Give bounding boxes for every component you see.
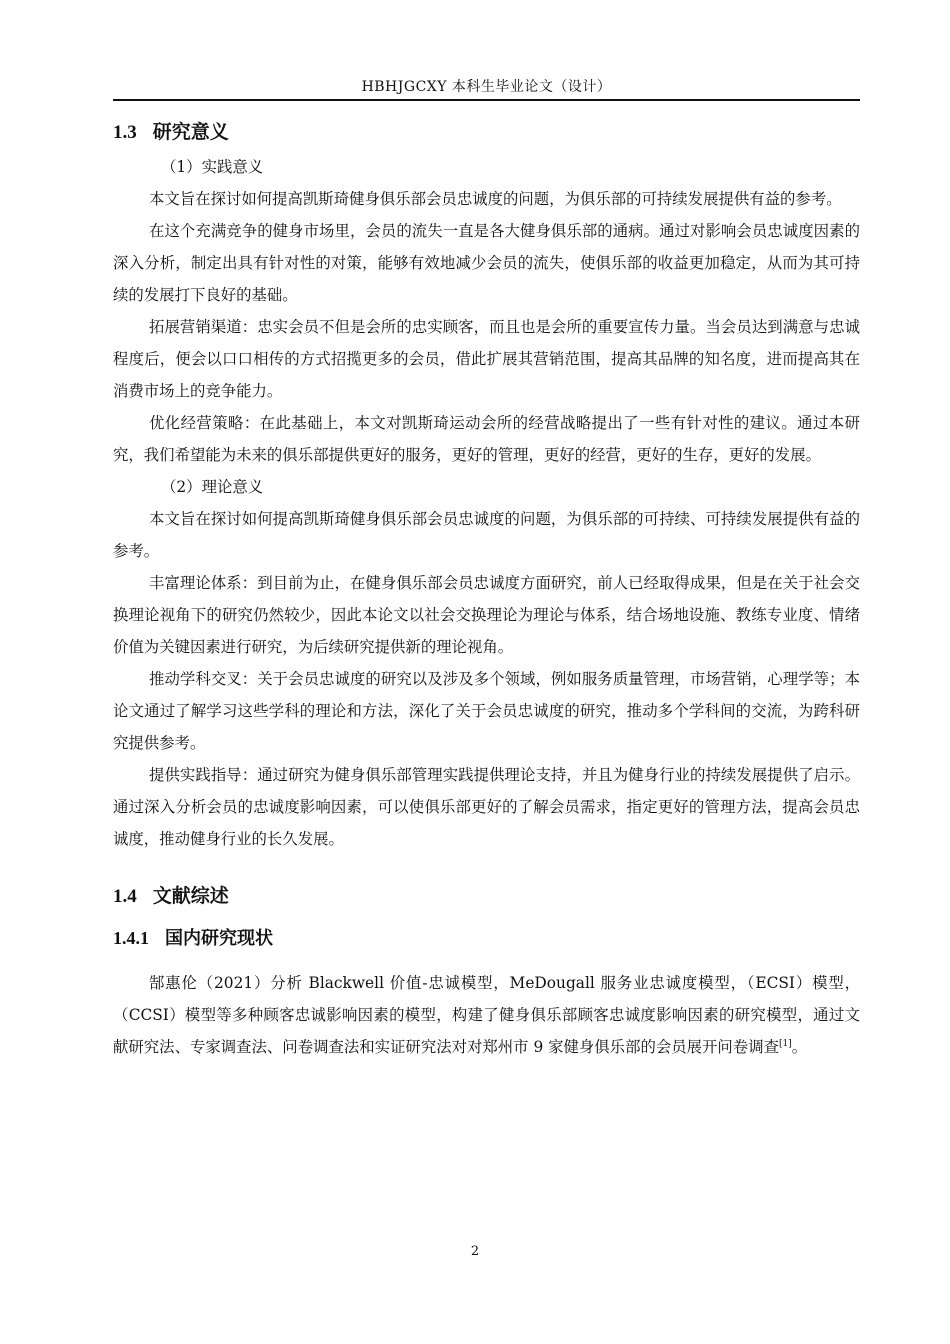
subsection-heading-1-4-1 <box>113 923 860 963</box>
header-rule <box>113 99 860 101</box>
paragraph: 优化经营策略：在此基础上，本文对凯斯琦运动会所的经营战略提出了一些有针对性的建议。通过本研究，我们希望能为未来的俱乐部提供更好的服务，更好的管理，更好的经营，更好的生存，更好的发展。 <box>113 414 860 464</box>
page-number: 2 <box>470 1244 480 1259</box>
section-heading-1-4 <box>113 881 860 915</box>
paragraph-literature <box>113 967 860 1063</box>
paragraph-end: 。 <box>791 1038 808 1056</box>
subsection-number: 1.4.1 <box>113 928 149 948</box>
section-heading-1-3 <box>113 117 860 151</box>
paragraph: 本文旨在探讨如何提高凯斯琦健身俱乐部会员忠诚度的问题，为俱乐部的可持续、可持续发展提供有益的参考。 <box>113 510 860 560</box>
paragraph: 在这个充满竞争的健身市场里，会员的流失一直是各大健身俱乐部的通病。通过对影响会员忠诚度因素的深入分析，制定出具有针对性的对策，能够有效地减少会员的流失，使俱乐部的收益更加稳定，从而为其可持续的发展打下良好的基础。 <box>113 222 860 304</box>
paragraph: 丰富理论体系：到目前为止，在健身俱乐部会员忠诚度方面研究，前人已经取得成果，但是在关于社会交换理论视角下的研究仍然较少，因此本论文以社会交换理论为理论与体系，结合场地设施、教练专业度、情绪价值为关键因素进行研究，为后续研究提供新的理论视角。 <box>113 574 860 656</box>
section-number: 1.4 <box>113 886 137 907</box>
paragraph: 拓展营销渠道：忠实会员不但是会所的忠实顾客，而且也是会所的重要宣传力量。当会员达到满意与忠诚程度后，便会以口口相传的方式招揽更多的会员，借此扩展其营销范围，提高其品牌的知名度，进而提高其在消费市场上的竞争能力。 <box>113 318 860 400</box>
paragraph: 本文旨在探讨如何提高凯斯琦健身俱乐部会员忠诚度的问题，为俱乐部的可持续发展提供有益的参考。 <box>149 190 842 208</box>
section-title: 研究意义 <box>152 121 229 143</box>
paragraph-text: 郜惠伦（2021）分析 Blackwell 价值-忠诚模型，MeDougall 服务业忠诚度模型，（ECSI）模型，（CCSI）模型等多种顾客忠诚影响因素的模型，构建了健身俱乐部顾客忠诚度影响因素的研究模型，通过文献研究法、专家调查法、问卷调查法和实证研究法对对郑州市 9 家健身俱乐部的会员展开问卷调查 <box>113 974 860 1056</box>
subheading-theoretical: （2）理论意义 <box>161 478 264 496</box>
paragraph: 提供实践指导：通过研究为健身俱乐部管理实践提供理论支持，并且为健身行业的持续发展提供了启示。通过深入分析会员的忠诚度影响因素，可以使俱乐部更好的了解会员需求，指定更好的管理方法，提高会员忠诚度，推动健身行业的长久发展。 <box>113 766 860 848</box>
page-body <box>113 117 860 1063</box>
section-number: 1.3 <box>113 122 137 143</box>
page-header: HBHJGCXY 本科生毕业论文（设计） <box>361 79 612 95</box>
section-title: 文献综述 <box>152 885 229 907</box>
subheading-practical: （1）实践意义 <box>161 158 264 176</box>
subsection-title: 国内研究现状 <box>165 928 273 949</box>
spacer <box>113 855 860 881</box>
spacer <box>113 915 860 923</box>
citation-ref[interactable]: [1] <box>778 1038 792 1049</box>
paragraph: 推动学科交叉：关于会员忠诚度的研究以及涉及多个领域，例如服务质量管理，市场营销，心理学等；本论文通过了解学习这些学科的理论和方法，深化了关于会员忠诚度的研究，推动多个学科间的交流，为跨科研究提供参考。 <box>113 670 860 752</box>
